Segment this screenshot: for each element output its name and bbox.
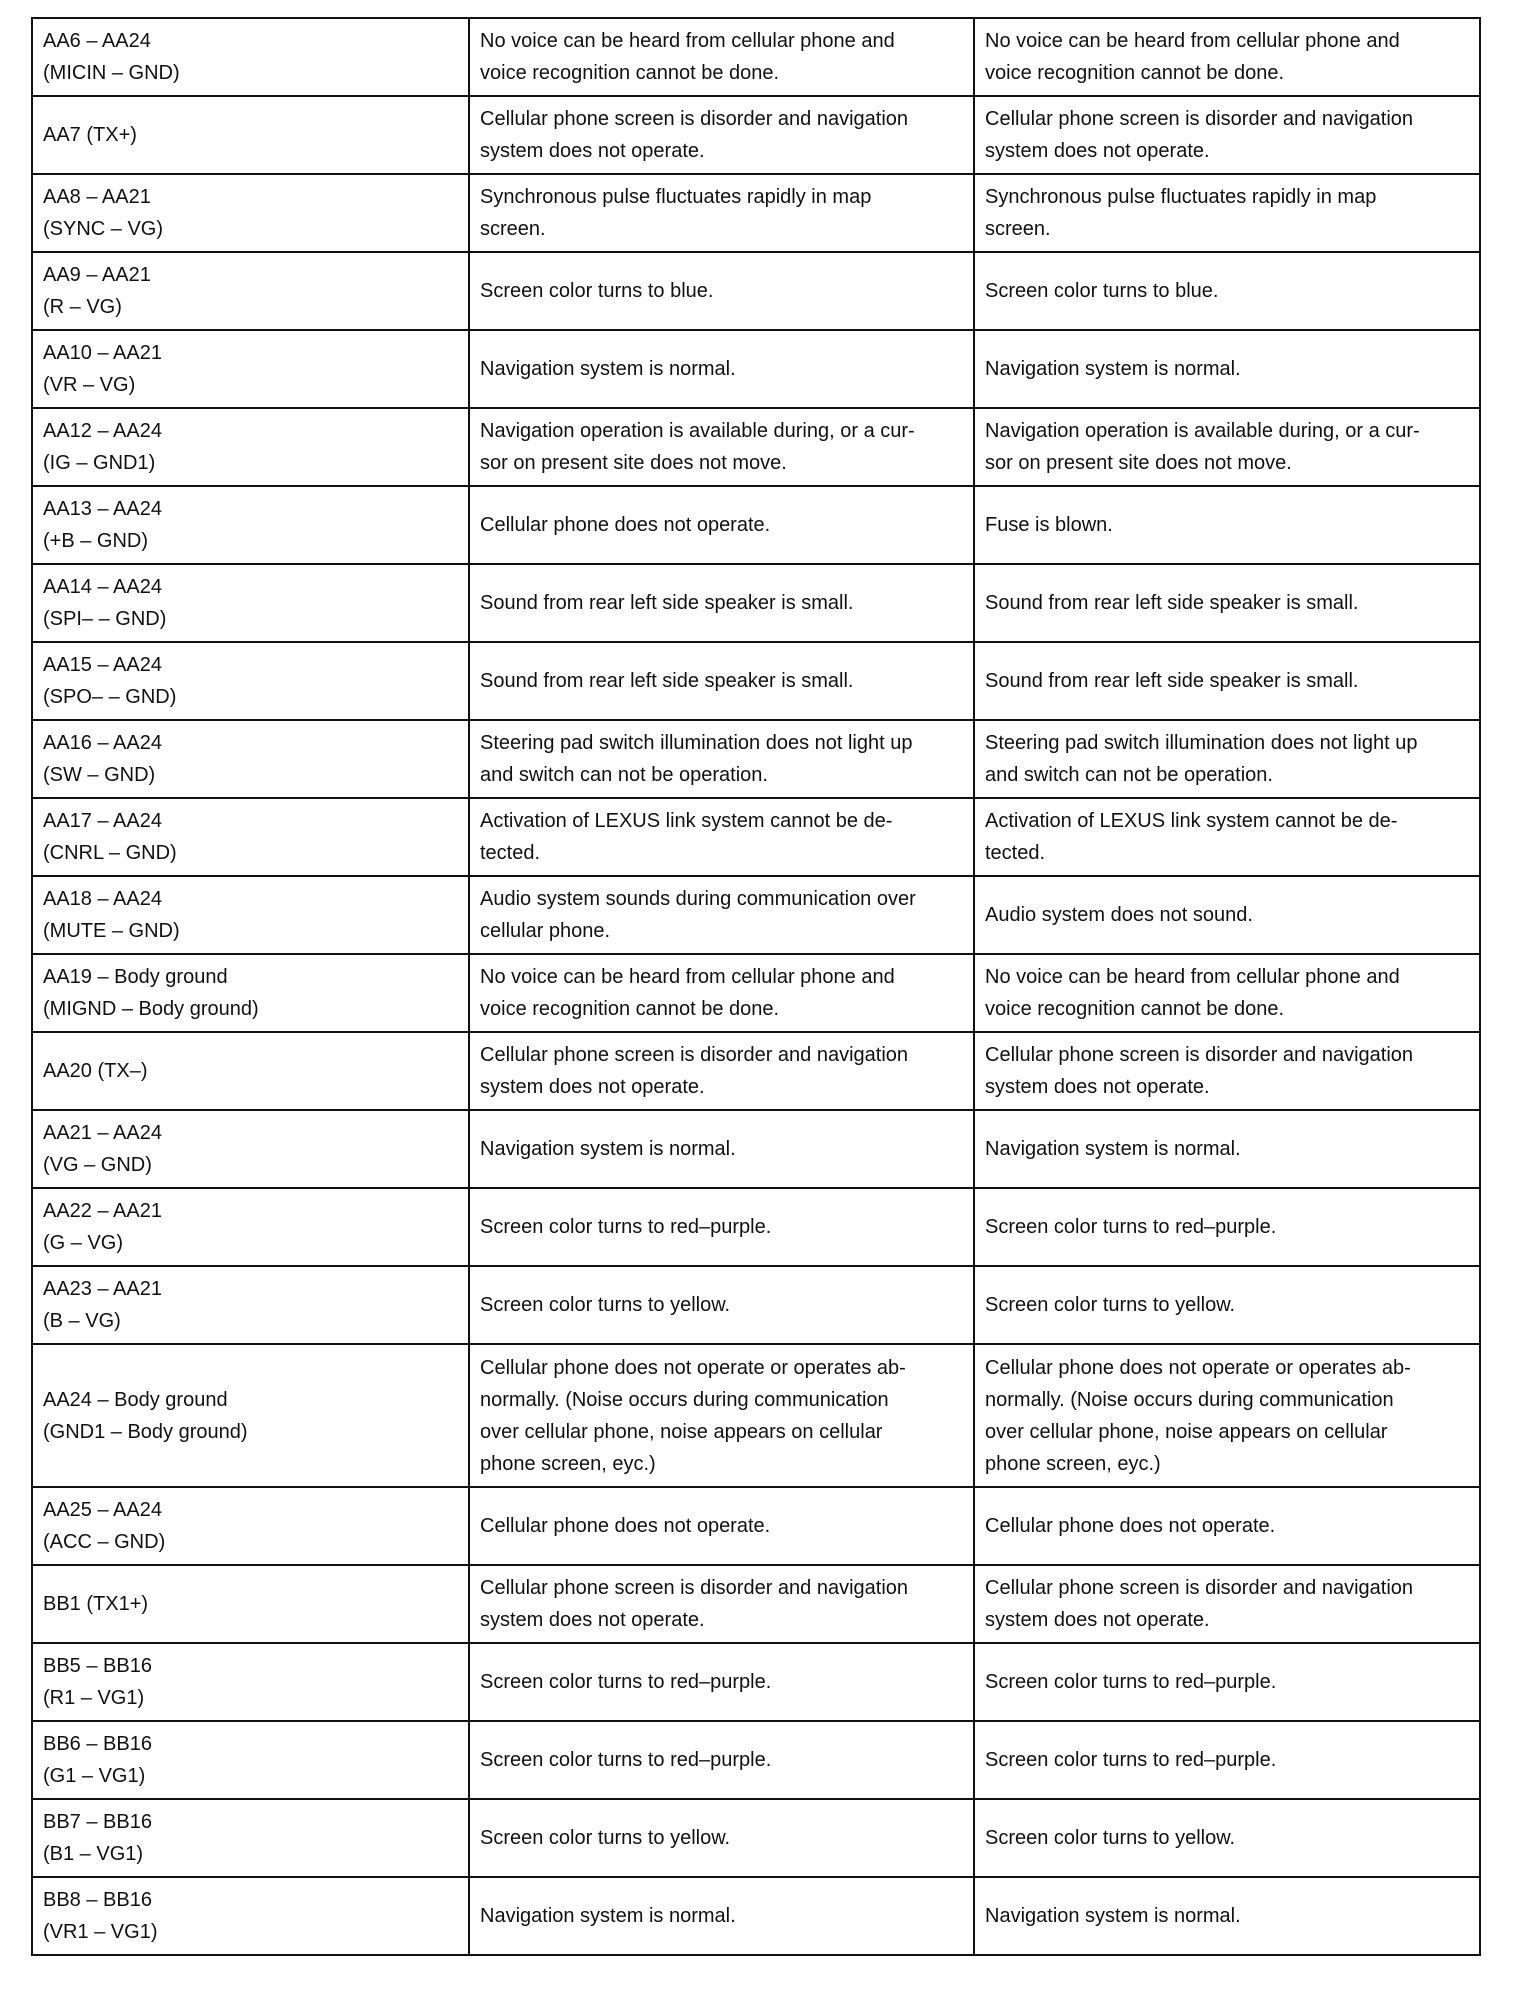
cell-text-line: Navigation system is normal. — [985, 1905, 1241, 1927]
cell-text-line: (SPI– – GND) — [43, 608, 167, 630]
cell-text-line: Screen color turns to blue. — [985, 280, 1219, 302]
cell-text-line: and switch can not be operation. — [985, 764, 1273, 786]
cell-text-line: AA23 – AA21 — [43, 1278, 162, 1300]
cell-text-line: Cellular phone screen is disorder and navigation — [480, 1044, 909, 1066]
result-cell — [974, 96, 1480, 174]
cell-text-line: Screen color turns to yellow. — [985, 1827, 1236, 1849]
cell-text-line: (SPO– – GND) — [43, 686, 177, 708]
cell-text-line: (VR1 – VG1) — [43, 1921, 158, 1943]
terminal-cell — [32, 1643, 469, 1721]
condition-cell — [469, 96, 974, 174]
cell-text-line: Activation of LEXUS link system cannot be de- — [985, 810, 1398, 832]
condition-cell — [469, 642, 974, 720]
cell-text-line: No voice can be heard from cellular phone and — [480, 30, 895, 52]
cell-text-line: AA18 – AA24 — [43, 888, 162, 910]
condition-cell — [469, 330, 974, 408]
cell-text-line: (B1 – VG1) — [43, 1843, 144, 1865]
terminal-cell — [32, 1487, 469, 1565]
condition-cell — [469, 1643, 974, 1721]
result-cell — [974, 1344, 1480, 1487]
condition-cell — [469, 1487, 974, 1565]
result-cell — [974, 954, 1480, 1032]
cell-text-line: screen. — [985, 218, 1051, 240]
result-cell — [974, 1188, 1480, 1266]
table-row — [32, 1721, 1480, 1799]
cell-text-line: Sound from rear left side speaker is small. — [985, 670, 1359, 692]
cell-text-line: phone screen, eyc.) — [985, 1452, 1161, 1475]
cell-text-line: Navigation system is normal. — [480, 1905, 736, 1927]
cell-text-line: (G1 – VG1) — [43, 1765, 146, 1787]
table-row — [32, 96, 1480, 174]
cell-text-line: AA6 – AA24 — [43, 30, 151, 52]
cell-text-line: (B – VG) — [43, 1310, 121, 1332]
cell-text-line: AA9 – AA21 — [43, 264, 151, 286]
terminal-cell — [32, 486, 469, 564]
cell-text-line: voice recognition cannot be done. — [480, 62, 780, 84]
cell-text-line: (MICIN – GND) — [43, 62, 180, 84]
cell-text-line: AA15 – AA24 — [43, 654, 162, 676]
cell-text-line: (+B – GND) — [43, 530, 149, 552]
cell-text-line: cellular phone. — [480, 920, 611, 942]
cell-text-line: (CNRL – GND) — [43, 842, 177, 864]
cell-text-line: voice recognition cannot be done. — [480, 998, 780, 1020]
cell-text-line: No voice can be heard from cellular phone and — [985, 966, 1400, 988]
table-row — [32, 18, 1480, 96]
table-row — [32, 330, 1480, 408]
terminal-cell — [32, 798, 469, 876]
terminal-cell — [32, 1344, 469, 1487]
table-row — [32, 1877, 1480, 1955]
terminal-cell — [32, 720, 469, 798]
terminal-cell — [32, 564, 469, 642]
cell-text-line: (VG – GND) — [43, 1154, 152, 1176]
cell-text-line: system does not operate. — [985, 140, 1210, 162]
table-row — [32, 1565, 1480, 1643]
condition-cell — [469, 1721, 974, 1799]
cell-text-line: over cellular phone, noise appears on cellular — [985, 1420, 1388, 1443]
cell-text-line: (R – VG) — [43, 296, 122, 318]
cell-text-line: Cellular phone does not operate. — [480, 1515, 771, 1537]
cell-text-line: Sound from rear left side speaker is small. — [480, 592, 854, 614]
result-cell — [974, 252, 1480, 330]
cell-text-line: Cellular phone screen is disorder and navigation — [985, 1044, 1414, 1066]
result-cell — [974, 1032, 1480, 1110]
cell-text-line: AA12 – AA24 — [43, 420, 162, 442]
table-row — [32, 954, 1480, 1032]
cell-text-line: (SYNC – VG) — [43, 218, 164, 240]
cell-text-line: AA24 – Body ground — [43, 1388, 228, 1411]
condition-cell — [469, 1188, 974, 1266]
cell-text-line: Screen color turns to red–purple. — [985, 1671, 1277, 1693]
table-row — [32, 564, 1480, 642]
cell-text-line: Screen color turns to red–purple. — [985, 1749, 1277, 1771]
result-cell — [974, 1643, 1480, 1721]
cell-text-line: AA20 (TX–) — [43, 1060, 148, 1082]
condition-cell — [469, 798, 974, 876]
condition-cell — [469, 408, 974, 486]
cell-text-line: Screen color turns to red–purple. — [480, 1216, 772, 1238]
cell-text-line: BB7 – BB16 — [43, 1811, 152, 1833]
result-cell — [974, 486, 1480, 564]
cell-text-line: AA22 – AA21 — [43, 1200, 162, 1222]
result-cell — [974, 1565, 1480, 1643]
table-row — [32, 1487, 1480, 1565]
cell-text-line: (IG – GND1) — [43, 452, 156, 474]
cell-text-line: phone screen, eyc.) — [480, 1452, 656, 1475]
cell-text-line: Navigation system is normal. — [985, 358, 1241, 380]
cell-text-line: Screen color turns to yellow. — [480, 1294, 731, 1316]
result-cell — [974, 330, 1480, 408]
cell-text-line: AA17 – AA24 — [43, 810, 162, 832]
condition-cell — [469, 954, 974, 1032]
result-cell — [974, 174, 1480, 252]
table-row — [32, 1266, 1480, 1344]
terminal-cell — [32, 1799, 469, 1877]
cell-text-line: over cellular phone, noise appears on cellular — [480, 1420, 883, 1443]
result-cell — [974, 564, 1480, 642]
terminal-cell — [32, 954, 469, 1032]
result-cell — [974, 720, 1480, 798]
cell-text-line: No voice can be heard from cellular phone and — [985, 30, 1400, 52]
cell-text-line: Navigation operation is available during, or a cur- — [480, 420, 915, 442]
cell-text-line: system does not operate. — [480, 140, 705, 162]
table-row — [32, 1799, 1480, 1877]
result-cell — [974, 642, 1480, 720]
cell-text-line: Cellular phone does not operate. — [480, 514, 771, 536]
terminal-cell — [32, 1877, 469, 1955]
cell-text-line: screen. — [480, 218, 546, 240]
result-cell — [974, 1110, 1480, 1188]
cell-text-line: AA25 – AA24 — [43, 1499, 162, 1521]
result-cell — [974, 1877, 1480, 1955]
terminal-cell — [32, 174, 469, 252]
table-row — [32, 486, 1480, 564]
cell-text-line: voice recognition cannot be done. — [985, 998, 1285, 1020]
terminal-cell — [32, 1110, 469, 1188]
cell-text-line: Sound from rear left side speaker is small. — [985, 592, 1359, 614]
cell-text-line: Sound from rear left side speaker is small. — [480, 670, 854, 692]
result-cell — [974, 876, 1480, 954]
condition-cell — [469, 1266, 974, 1344]
cell-text-line: Cellular phone does not operate or operates ab- — [480, 1356, 906, 1379]
condition-cell — [469, 486, 974, 564]
cell-text-line: Navigation operation is available during, or a cur- — [985, 420, 1420, 442]
cell-text-line: Cellular phone screen is disorder and navigation — [985, 108, 1414, 130]
terminal-cell — [32, 96, 469, 174]
cell-text-line: Screen color turns to blue. — [480, 280, 714, 302]
table-row — [32, 1032, 1480, 1110]
terminal-cell — [32, 1032, 469, 1110]
cell-text-line: BB5 – BB16 — [43, 1655, 152, 1677]
cell-text-line: No voice can be heard from cellular phone and — [480, 966, 895, 988]
cell-text-line: AA14 – AA24 — [43, 576, 162, 598]
terminal-cell — [32, 18, 469, 96]
cell-text-line: AA13 – AA24 — [43, 498, 162, 520]
result-cell — [974, 1721, 1480, 1799]
cell-text-line: AA8 – AA21 — [43, 186, 151, 208]
condition-cell — [469, 1110, 974, 1188]
cell-text-line: BB8 – BB16 — [43, 1889, 152, 1911]
table-row — [32, 174, 1480, 252]
cell-text-line: voice recognition cannot be done. — [985, 62, 1285, 84]
result-cell — [974, 798, 1480, 876]
cell-text-line: Screen color turns to red–purple. — [480, 1749, 772, 1771]
condition-cell — [469, 1877, 974, 1955]
cell-text-line: Navigation system is normal. — [480, 358, 736, 380]
cell-text-line: Screen color turns to yellow. — [480, 1827, 731, 1849]
cell-text-line: (VR – VG) — [43, 374, 136, 396]
cell-text-line: system does not operate. — [985, 1076, 1210, 1098]
cell-text-line: Audio system does not sound. — [985, 904, 1253, 926]
cell-text-line: Synchronous pulse fluctuates rapidly in map — [985, 186, 1377, 208]
condition-cell — [469, 174, 974, 252]
table-row — [32, 252, 1480, 330]
table-row — [32, 642, 1480, 720]
condition-cell — [469, 18, 974, 96]
cell-text-line: (GND1 – Body ground) — [43, 1420, 248, 1443]
cell-text-line: Cellular phone screen is disorder and navigation — [480, 1577, 909, 1599]
table-body — [32, 18, 1480, 1955]
cell-text-line: AA7 (TX+) — [43, 124, 137, 146]
result-cell — [974, 408, 1480, 486]
cell-text-line: Audio system sounds during communication over — [480, 888, 916, 910]
terminal-cell — [32, 1188, 469, 1266]
result-cell — [974, 18, 1480, 96]
cell-text-line: Screen color turns to yellow. — [985, 1294, 1236, 1316]
cell-text-line: system does not operate. — [480, 1076, 705, 1098]
cell-text-line: system does not operate. — [985, 1609, 1210, 1631]
result-cell — [974, 1799, 1480, 1877]
cell-text-line: Steering pad switch illumination does not light up — [480, 732, 913, 754]
table-row — [32, 408, 1480, 486]
cell-text-line: Fuse is blown. — [985, 514, 1113, 536]
cell-text-line: Screen color turns to red–purple. — [985, 1216, 1277, 1238]
terminal-cell — [32, 252, 469, 330]
terminal-cell — [32, 1266, 469, 1344]
table-row — [32, 1643, 1480, 1721]
condition-cell — [469, 1032, 974, 1110]
cell-text-line: normally. (Noise occurs during communication — [480, 1388, 889, 1411]
cell-text-line: tected. — [480, 842, 541, 864]
cell-text-line: Steering pad switch illumination does not light up — [985, 732, 1418, 754]
cell-text-line: Synchronous pulse fluctuates rapidly in map — [480, 186, 872, 208]
condition-cell — [469, 1799, 974, 1877]
cell-text-line: Screen color turns to red–purple. — [480, 1671, 772, 1693]
cell-text-line: Cellular phone does not operate or operates ab- — [985, 1356, 1411, 1379]
cell-text-line: (G – VG) — [43, 1232, 124, 1254]
cell-text-line: tected. — [985, 842, 1046, 864]
table-row — [32, 1110, 1480, 1188]
cell-text-line: Navigation system is normal. — [985, 1138, 1241, 1160]
cell-text-line: AA21 – AA24 — [43, 1122, 162, 1144]
cell-text-line: and switch can not be operation. — [480, 764, 768, 786]
cell-text-line: AA19 – Body ground — [43, 966, 228, 988]
cell-text-line: normally. (Noise occurs during communication — [985, 1388, 1394, 1411]
cell-text-line: (ACC – GND) — [43, 1531, 166, 1553]
condition-cell — [469, 720, 974, 798]
condition-cell — [469, 1565, 974, 1643]
result-cell — [974, 1266, 1480, 1344]
terminal-cell — [32, 1565, 469, 1643]
cell-text-line: (R1 – VG1) — [43, 1687, 145, 1709]
cell-text-line: BB1 (TX1+) — [43, 1593, 149, 1615]
cell-text-line: Cellular phone screen is disorder and navigation — [480, 108, 909, 130]
cell-text-line: AA10 – AA21 — [43, 342, 162, 364]
cell-text-line: sor on present site does not move. — [480, 452, 787, 474]
table-row — [32, 720, 1480, 798]
cell-text-line: Cellular phone does not operate. — [985, 1515, 1276, 1537]
terminal-cell — [32, 408, 469, 486]
terminal-cell — [32, 1721, 469, 1799]
cell-text-line: Activation of LEXUS link system cannot be de- — [480, 810, 893, 832]
table-row — [32, 1344, 1480, 1487]
cell-text-line: BB6 – BB16 — [43, 1733, 152, 1755]
result-cell — [974, 1487, 1480, 1565]
condition-cell — [469, 876, 974, 954]
condition-cell — [469, 252, 974, 330]
terminal-cell — [32, 642, 469, 720]
table-row — [32, 798, 1480, 876]
cell-text-line: (MUTE – GND) — [43, 920, 180, 942]
cell-text-line: (SW – GND) — [43, 764, 156, 786]
cell-text-line: system does not operate. — [480, 1609, 705, 1631]
condition-cell — [469, 1344, 974, 1487]
cell-text-line: sor on present site does not move. — [985, 452, 1292, 474]
cell-text-line: AA16 – AA24 — [43, 732, 162, 754]
condition-cell — [469, 564, 974, 642]
cell-text-line: Navigation system is normal. — [480, 1138, 736, 1160]
table-row — [32, 1188, 1480, 1266]
terminal-cell — [32, 876, 469, 954]
terminal-cell — [32, 330, 469, 408]
terminal-check-table — [31, 17, 1481, 1956]
table-row — [32, 876, 1480, 954]
cell-text-line: (MIGND – Body ground) — [43, 998, 259, 1020]
cell-text-line: Cellular phone screen is disorder and navigation — [985, 1577, 1414, 1599]
